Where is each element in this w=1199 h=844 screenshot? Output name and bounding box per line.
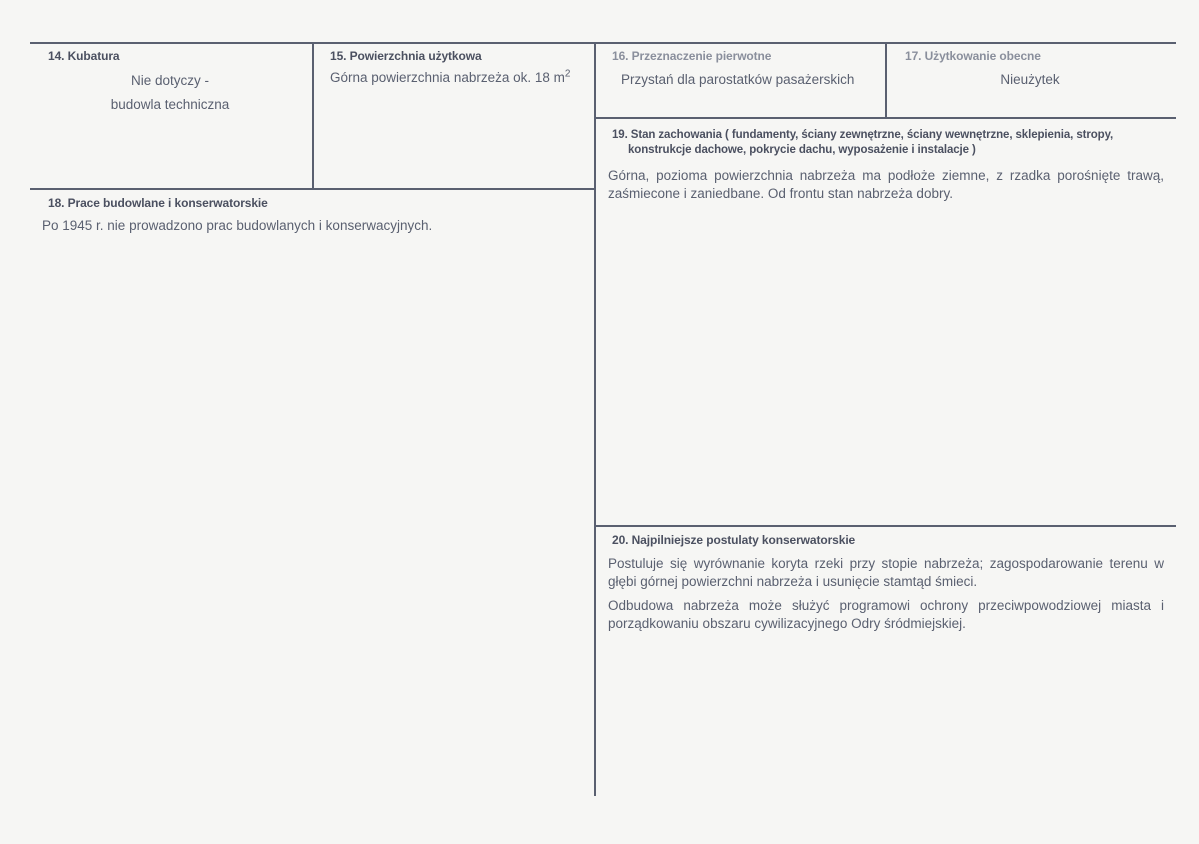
field-15-unit-superscript: 2 [564,68,571,80]
field-18-label: 18. Prace budowlane i konserwatorskie [48,196,268,210]
field-17-label: 17. Użytkowanie obecne [905,49,1041,63]
top-rule [30,42,1176,44]
field-20-paragraph-1: Postuluje się wyrównanie koryta rzeki przy stopie nabrzeża; zagospodarowanie terenu w głębi górnej powierzchni nabrzeża i usunięcie stamtąd śmieci. [608,556,1164,589]
field-14-label: 14. Kubatura [48,49,120,63]
divider-14-15 [312,42,314,189]
field-16-value: Przystań dla parostatków pasażerskich [621,72,855,87]
center-divider [594,42,596,796]
field-20-label: 20. Najpilniejsze postulaty konserwatorskie [612,533,856,547]
field-15-value [330,70,570,85]
divider-16-17 [885,42,887,118]
field-15-value-text: Górna powierzchnia nabrzeża ok. 18 m [330,70,565,85]
field-14-value-line2: budowla techniczna [110,97,230,112]
field-15-label: 15. Powierzchnia użytkowa [330,49,482,63]
field-20-paragraph-2: Odbudowa nabrzeża może służyć programowi ochrony przeciwpowodziowej miasta i porządkowaniu obszaru cywilizacyjnego Odry śródmiejskiej. [608,598,1164,631]
field-14-value-line1: Nie dotyczy - [130,73,210,88]
field-16-label: 16. Przeznaczenie pierwotne [612,49,772,63]
field-18-value: Po 1945 r. nie prowadzono prac budowlanych i konserwacyjnych. [42,218,433,233]
field-19-label-line1: 19. Stan zachowania ( fundamenty, ściany zewnętrzne, ściany wewnętrzne, sklepienia, stropy, [612,129,1114,141]
field-17-value: Nieużytek [1000,72,1060,87]
field-19-value: Górna, pozioma powierzchnia nabrzeża ma podłoże ziemne, z rzadka porośnięte trawą, zaśmiecone i zaniedbane. Od frontu stan nabrzeża dobry. [608,168,1164,201]
rule-above-20 [596,525,1176,527]
field-19-label-line2: konstrukcje dachowe, pokrycie dachu, wyposażenie i instalacje ) [628,144,976,156]
